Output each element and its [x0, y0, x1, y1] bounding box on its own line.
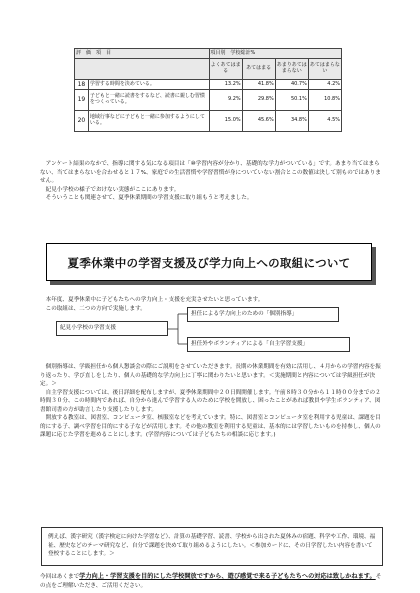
cell-value: 15.0% — [209, 111, 242, 132]
cell-value: 29.8% — [242, 90, 275, 111]
cell-value: 10.8% — [308, 90, 341, 111]
row-number: 19 — [75, 90, 89, 111]
cell-value: 50.1% — [275, 90, 308, 111]
intro-paragraph: アンケート結果のなかで、指導に関する気になる項目は「⑩学習内容が分かり、基礎的な学力がついている」です。あまり当てはまらない、当てはまらないを合わせると１７%、家庭での生活習慣や学習習慣が身についていない割合とこの数値は決して別ものではありません。 — [40, 161, 381, 184]
column-header: よくあてはまる — [209, 59, 242, 80]
row-number: 18 — [75, 80, 89, 90]
column-header: あまりあてはまらない — [275, 59, 308, 80]
cell-value: 13.2% — [209, 80, 242, 90]
closing-text — [40, 573, 382, 590]
diagram-branch-self-study: 担任外やボランティアによる「自主学習支援」 — [187, 337, 350, 352]
row-number: 20 — [75, 111, 89, 132]
cell-value: 34.8% — [275, 111, 308, 132]
closing-prefix: 今回はあくまで — [40, 574, 80, 580]
section-title: 夏季休業中の学習支援及び学力向上への取組について — [67, 256, 351, 270]
cell-value: 9.2% — [209, 90, 242, 111]
cell-value: 4.5% — [308, 111, 341, 132]
diagram-source-box: 紀見小学校の学習支援 — [56, 321, 168, 336]
column-header-item: 評 価 項 目 — [75, 49, 210, 59]
body-paragraph: 個別指導は、学級担任から個人懇談会の際にご説明をさせていただきます。長期の休業期間を有効に活用し、４月からの学習内容を振り返ったり、学び直しをしたり、個人の基礎的な学力向上に丁寧に関わりたいと思います。＜実施期間と内容については学級担任が決定。＞ — [40, 364, 381, 387]
cell-value: 45.6% — [242, 111, 275, 132]
intro-paragraph: そういうことも関連させて、夏季休業期間の学習支援に取り組もうと考えました。 — [45, 195, 253, 201]
intro-paragraph: 紀見小学校の様子でおけない実態がここにあります。 — [45, 186, 180, 193]
column-header-group: 項目別 学校総計% — [209, 49, 341, 59]
cell-value: 41.8% — [242, 80, 275, 90]
body-paragraph: 開放する教室は、図書室、コンピュータ室、核服室などを考えています。特に、図書室とコンピュータ室を利用する児童は、課題を目的にする子、調べ学習を目的にする子などが活用します。その他の教室を利用する児童は、基本的には学習したいものを持参し、個人の課題に応じた学習を進めることにします。(学習内容については子どもたちの相談に応じます。) — [40, 415, 381, 438]
cell-value: 4.2% — [308, 80, 341, 90]
body-paragraph: 自主学習支援については、後日詳細を配布しますが、夏季休業期間中２０日間開催します。午前８時３０分から１１時００分までの２時間３０分、この時間内であれば、自分から進んで学習する人のために学校を開放し、困ったことがあれば教員や学生ボランティア、図書館司書の方が助言したり支援したりします。 — [40, 389, 381, 413]
example-box — [41, 527, 383, 566]
paragraph: この取組は、二つの方向で実施します。 — [45, 305, 146, 312]
row-label: 子どもと一緒に読書をするなど、読書に親しむ習慣をつくっている。 — [88, 90, 209, 111]
body-text — [40, 363, 382, 440]
cell-value: 40.7% — [275, 80, 308, 90]
row-label: 学習する時間を決めている。 — [88, 80, 209, 90]
closing-emphasis: 学力向上・学習支援を目的にした学校開放ですから、遊び感覚で来る子どもたちへの対応は致しかねます。 — [79, 573, 376, 580]
column-header: あてはまらない — [308, 59, 341, 80]
column-header: あてはまる — [242, 59, 275, 80]
diagram-branch-individual: 担任による学力向上のための「個別指導」 — [187, 307, 339, 322]
paragraph: 本年度、夏季休業中に子どもたちへの学力向上・支援を充実させたいと思っています。 — [45, 297, 264, 303]
closing-suffix: その点をご理解いただき、ご活用ください。 — [40, 574, 382, 589]
example-text: 例えば、漢字研究（漢字検定に向けた学習など）、計算の基礎学習、読書、学校から出された夏休みの宿題、科学や工作、環境、福祉、歴史などのテーマ研究など、自分で課題を決めて取り組めるようにしたい。＜参加カードに、その日学習したい内容を書いて登校することにします。＞ — [48, 534, 376, 558]
row-label: 地域行事などに子どもと一緒に参加するようにしている。 — [88, 111, 209, 132]
